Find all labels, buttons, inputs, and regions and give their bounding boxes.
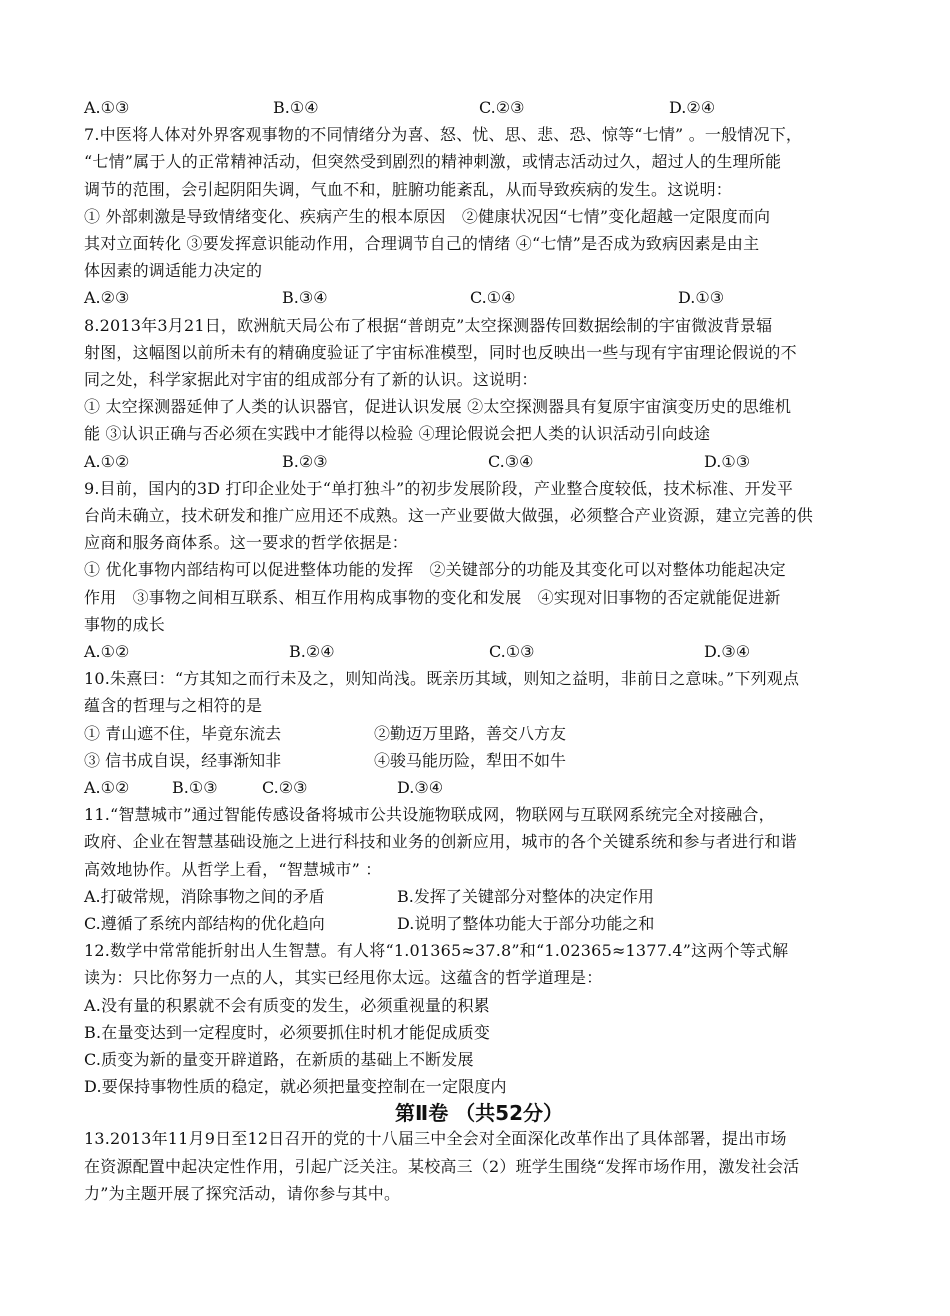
q13-stem-line: 力”为主题开展了探究活动，请你参与其中。 <box>84 1183 401 1203</box>
q11-stem-line: 高效地协作。从哲学上看，“智慧城市” ： <box>84 859 382 879</box>
q13-stem-line: 13.2013年11月9日至12日召开的党的十八届三中全会对全面深化改革作出了具体部署，提出市场 <box>84 1129 787 1149</box>
q6-option-a: A.①③ <box>84 98 130 117</box>
q6-option-d: D.②④ <box>669 98 716 117</box>
q7-options <box>84 284 874 311</box>
q10-item: ②勤迈万里路，善交八方友 <box>374 723 567 743</box>
q8-stem-line: 8.2013年3月21日，欧洲航天局公布了根据“普朗克”太空探测器传回数据绘制的宇宙微波背景辐 <box>84 315 773 335</box>
q7-item-line: 体因素的调适能力决定的 <box>84 261 263 281</box>
q10-item-row <box>84 720 874 747</box>
q9-option-d: D.③④ <box>704 642 751 662</box>
q7-item-line: ① 外部刺激是导致情绪变化、疾病产生的根本原因 ②健康状况因“七情”变化超越一定限度而向 <box>84 206 771 226</box>
q8-stem-line: 射图，这幅图以前所未有的精确度验证了宇宙标准模型，同时也反映出一些与现有宇宙理论假说的不 <box>84 342 797 362</box>
q9-stem-line: 9.目前，国内的3D 打印企业处于“单打独斗”的初步发展阶段，产业整合度较低，技术标准、开发平 <box>84 478 794 498</box>
q6-option-b: B.①④ <box>273 98 319 117</box>
q8-item-line: ① 太空探测器延伸了人类的认识器官，促进认识发展 ②太空探测器具有复原宇宙演变历史的思维机 <box>84 397 792 417</box>
q7-stem-line: 调节的范围，会引起阴阳失调，气血不和，脏腑功能紊乱，从而导致疾病的发生。这说明： <box>84 179 733 199</box>
q9-option-c: C.①③ <box>489 642 535 662</box>
q10-option-a: A.①② <box>84 777 130 797</box>
q8-option-d: D.①③ <box>704 451 751 471</box>
q7-option-b: B.③④ <box>282 288 328 308</box>
q8-item-line: 能 ③认识正确与否必须在实践中才能得以检验 ④理论假说会把人类的认识活动引向歧途 <box>84 424 711 444</box>
q13-stem-line: 在资源配置中起决定性作用，引起广泛关注。某校高三（2）班学生围绕“发挥市场作用，激发社会活 <box>84 1156 800 1176</box>
q11-option-d: D.说明了整体功能大于部分功能之和 <box>397 913 655 933</box>
q6-option-c: C.②③ <box>479 98 525 117</box>
q10-stem-line: 10.朱熹曰：“方其知之而行未及之，则知尚浅。既亲历其域，则知之益明，非前日之意味。”下列观点 <box>84 669 800 689</box>
q11-option-b: B.发挥了关键部分对整体的决定作用 <box>397 886 654 906</box>
q12-option-d: D.要保持事物性质的稳定，就必须把量变控制在一定限度内 <box>84 1077 507 1097</box>
q9-stem-line: 台尚未确立，技术研发和推广应用还不成熟。这一产业要做大做强，必须整合产业资源，建立完善的供 <box>84 506 814 525</box>
question-12 <box>84 937 874 1100</box>
q12-option-c: C.质变为新的量变开辟道路，在新质的基础上不断发展 <box>84 1049 474 1069</box>
q9-item-line: 事物的成长 <box>84 614 166 634</box>
q10-option-c: C.②③ <box>262 777 308 797</box>
q7-option-a: A.②③ <box>84 288 130 308</box>
q9-stem-line: 应商和服务商体系。这一要求的哲学依据是： <box>84 533 409 553</box>
q9-option-a: A.①② <box>84 642 130 662</box>
q11-option-row <box>84 883 874 910</box>
q8-option-c: C.③④ <box>488 451 534 471</box>
question-7 <box>84 121 874 311</box>
q10-option-d: D.③④ <box>397 777 444 797</box>
q7-stem-line: “七情”属于人的正常精神活动，但突然受到剧烈的精神刺激，或情志活动过久，超过人的生理所能 <box>84 152 782 172</box>
q6-options <box>84 94 874 121</box>
q12-option-b: B.在量变达到一定程度时，必须要抓住时机才能促成质变 <box>84 1022 491 1042</box>
question-8 <box>84 312 874 475</box>
q9-item-line: ① 优化事物内部结构可以促进整体功能的发挥 ②关键部分的功能及其变化可以对整体功能起决定 <box>84 560 786 580</box>
q12-option-a: A.没有量的积累就不会有质变的发生，必须重视量的积累 <box>84 995 490 1015</box>
q8-option-a: A.①② <box>84 451 130 471</box>
q8-option-b: B.②③ <box>282 451 328 471</box>
q9-option-b: B.②④ <box>289 642 335 662</box>
question-9 <box>84 475 874 665</box>
section-title: 第Ⅱ卷 （共52分） <box>395 1101 563 1126</box>
q9-item-line: 作用 ③事物之间相互联系、相互作用构成事物的变化和发展 ④实现对旧事物的否定就能促进新 <box>84 587 781 607</box>
q10-options <box>84 774 874 801</box>
q11-stem-line: 11.“智慧城市”通过智能传感设备将城市公共设施物联成网，物联网与互联网系统完全对接融合， <box>84 805 775 825</box>
question-11 <box>84 801 874 937</box>
q10-option-b: B.①③ <box>172 777 218 797</box>
q12-stem-line: 读为：只比你努力一点的人，其实已经甩你太远。这蕴含的哲学道理是： <box>84 968 603 988</box>
q7-option-c: C.①④ <box>470 288 516 308</box>
q12-stem-line: 12.数学中常常能折射出人生智慧。有人将“1.01365≈37.8”和“1.02365≈1377.4”这两个等式解 <box>84 941 789 961</box>
q8-stem-line: 同之处，科学家据此对宇宙的组成部分有了新的认识。这说明： <box>84 370 538 389</box>
question-13 <box>84 1125 874 1207</box>
q7-option-d: D.①③ <box>678 288 725 308</box>
question-10 <box>84 665 874 801</box>
q11-stem-line: 政府、企业在智慧基础设施之上进行科技和业务的创新应用，城市的各个关键系统和参与者进行和谐 <box>84 832 797 852</box>
q10-item-row <box>84 747 874 774</box>
q7-stem-line: 7.中医将人体对外界客观事物的不同情绪分为喜、怒、忧、思、悲、恐、惊等“七情” 。一般情况下， <box>84 125 803 145</box>
q10-stem-line: 蕴含的哲理与之相符的是 <box>84 696 263 716</box>
q11-option-a: A.打破常规，消除事物之间的矛盾 <box>84 886 325 906</box>
q11-option-row <box>84 910 874 937</box>
q10-item: ③ 信书成自误，经事渐知非 <box>84 750 282 770</box>
q10-item: ④骏马能历险，犁田不如牛 <box>374 750 567 770</box>
exam-page <box>84 94 874 1207</box>
q8-options <box>84 448 874 475</box>
q11-option-c: C.遵循了系统内部结构的优化趋向 <box>84 913 325 933</box>
q7-item-line: 其对立面转化 ③要发挥意识能动作用，合理调节自己的情绪 ④“七情”是否成为致病因素是由主 <box>84 234 760 253</box>
q9-options <box>84 638 874 665</box>
q10-item: ① 青山遮不住，毕竟东流去 <box>84 723 282 743</box>
